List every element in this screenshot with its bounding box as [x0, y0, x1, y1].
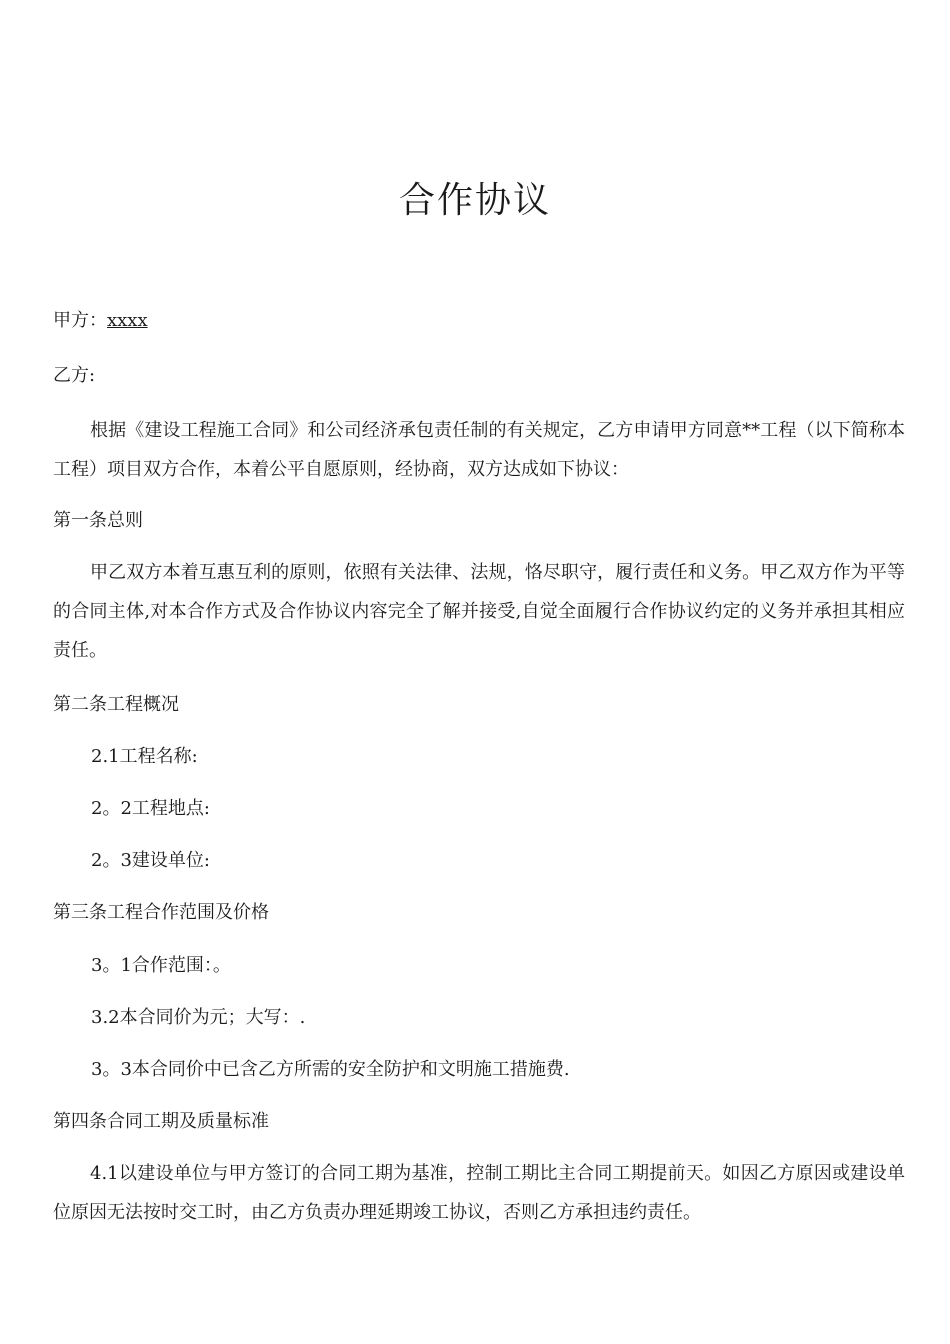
item-3-3: 3。3本合同价中已含乙方所需的安全防护和文明施工措施费. [91, 1059, 570, 1080]
party-a-label: 甲方： [53, 310, 107, 331]
article-3-heading: 第三条工程合作范围及价格 [53, 902, 269, 923]
item-2-2: 2。2工程地点: [91, 798, 210, 819]
item-3-2: 3.2本合同价为元；大写：. [91, 1007, 306, 1028]
party-a-value: xxxx [107, 310, 148, 331]
article-1-paragraph: 甲乙双方本着互惠互利的原则，依照有关法律、法规，恪尽职守，履行责任和义务。甲乙双方作为平等的合同主体,对本合作方式及合作协议内容完全了解并接受,自觉全面履行合作协议约定的义务并承担其相应责任。 [53, 562, 905, 661]
item-2-3: 2。3建设单位: [91, 850, 210, 871]
article-1-heading: 第一条总则 [53, 510, 143, 531]
intro-paragraph: 根据《建设工程施工合同》和公司经济承包责任制的有关规定，乙方申请甲方同意**工程（以下简称本工程）项目双方合作，本着公平自愿原则，经协商，双方达成如下协议： [53, 420, 905, 480]
item-3-1: 3。1合作范围：。 [91, 955, 231, 976]
item-2-1: 2.1工程名称: [91, 746, 198, 767]
party-a-line [53, 302, 903, 340]
item-4-1: 4.1以建设单位与甲方签订的合同工期为基准，控制工期比主合同工期提前天。如因乙方原因或建设单位原因无法按时交工时，由乙方负责办理延期竣工协议，否则乙方承担违约责任。 [53, 1163, 905, 1223]
document-title: 合作协议 [398, 180, 551, 221]
article-4-heading: 第四条合同工期及质量标准 [53, 1111, 269, 1132]
party-b-line: 乙方: [53, 365, 96, 386]
article-2-heading: 第二条工程概况 [53, 694, 179, 715]
